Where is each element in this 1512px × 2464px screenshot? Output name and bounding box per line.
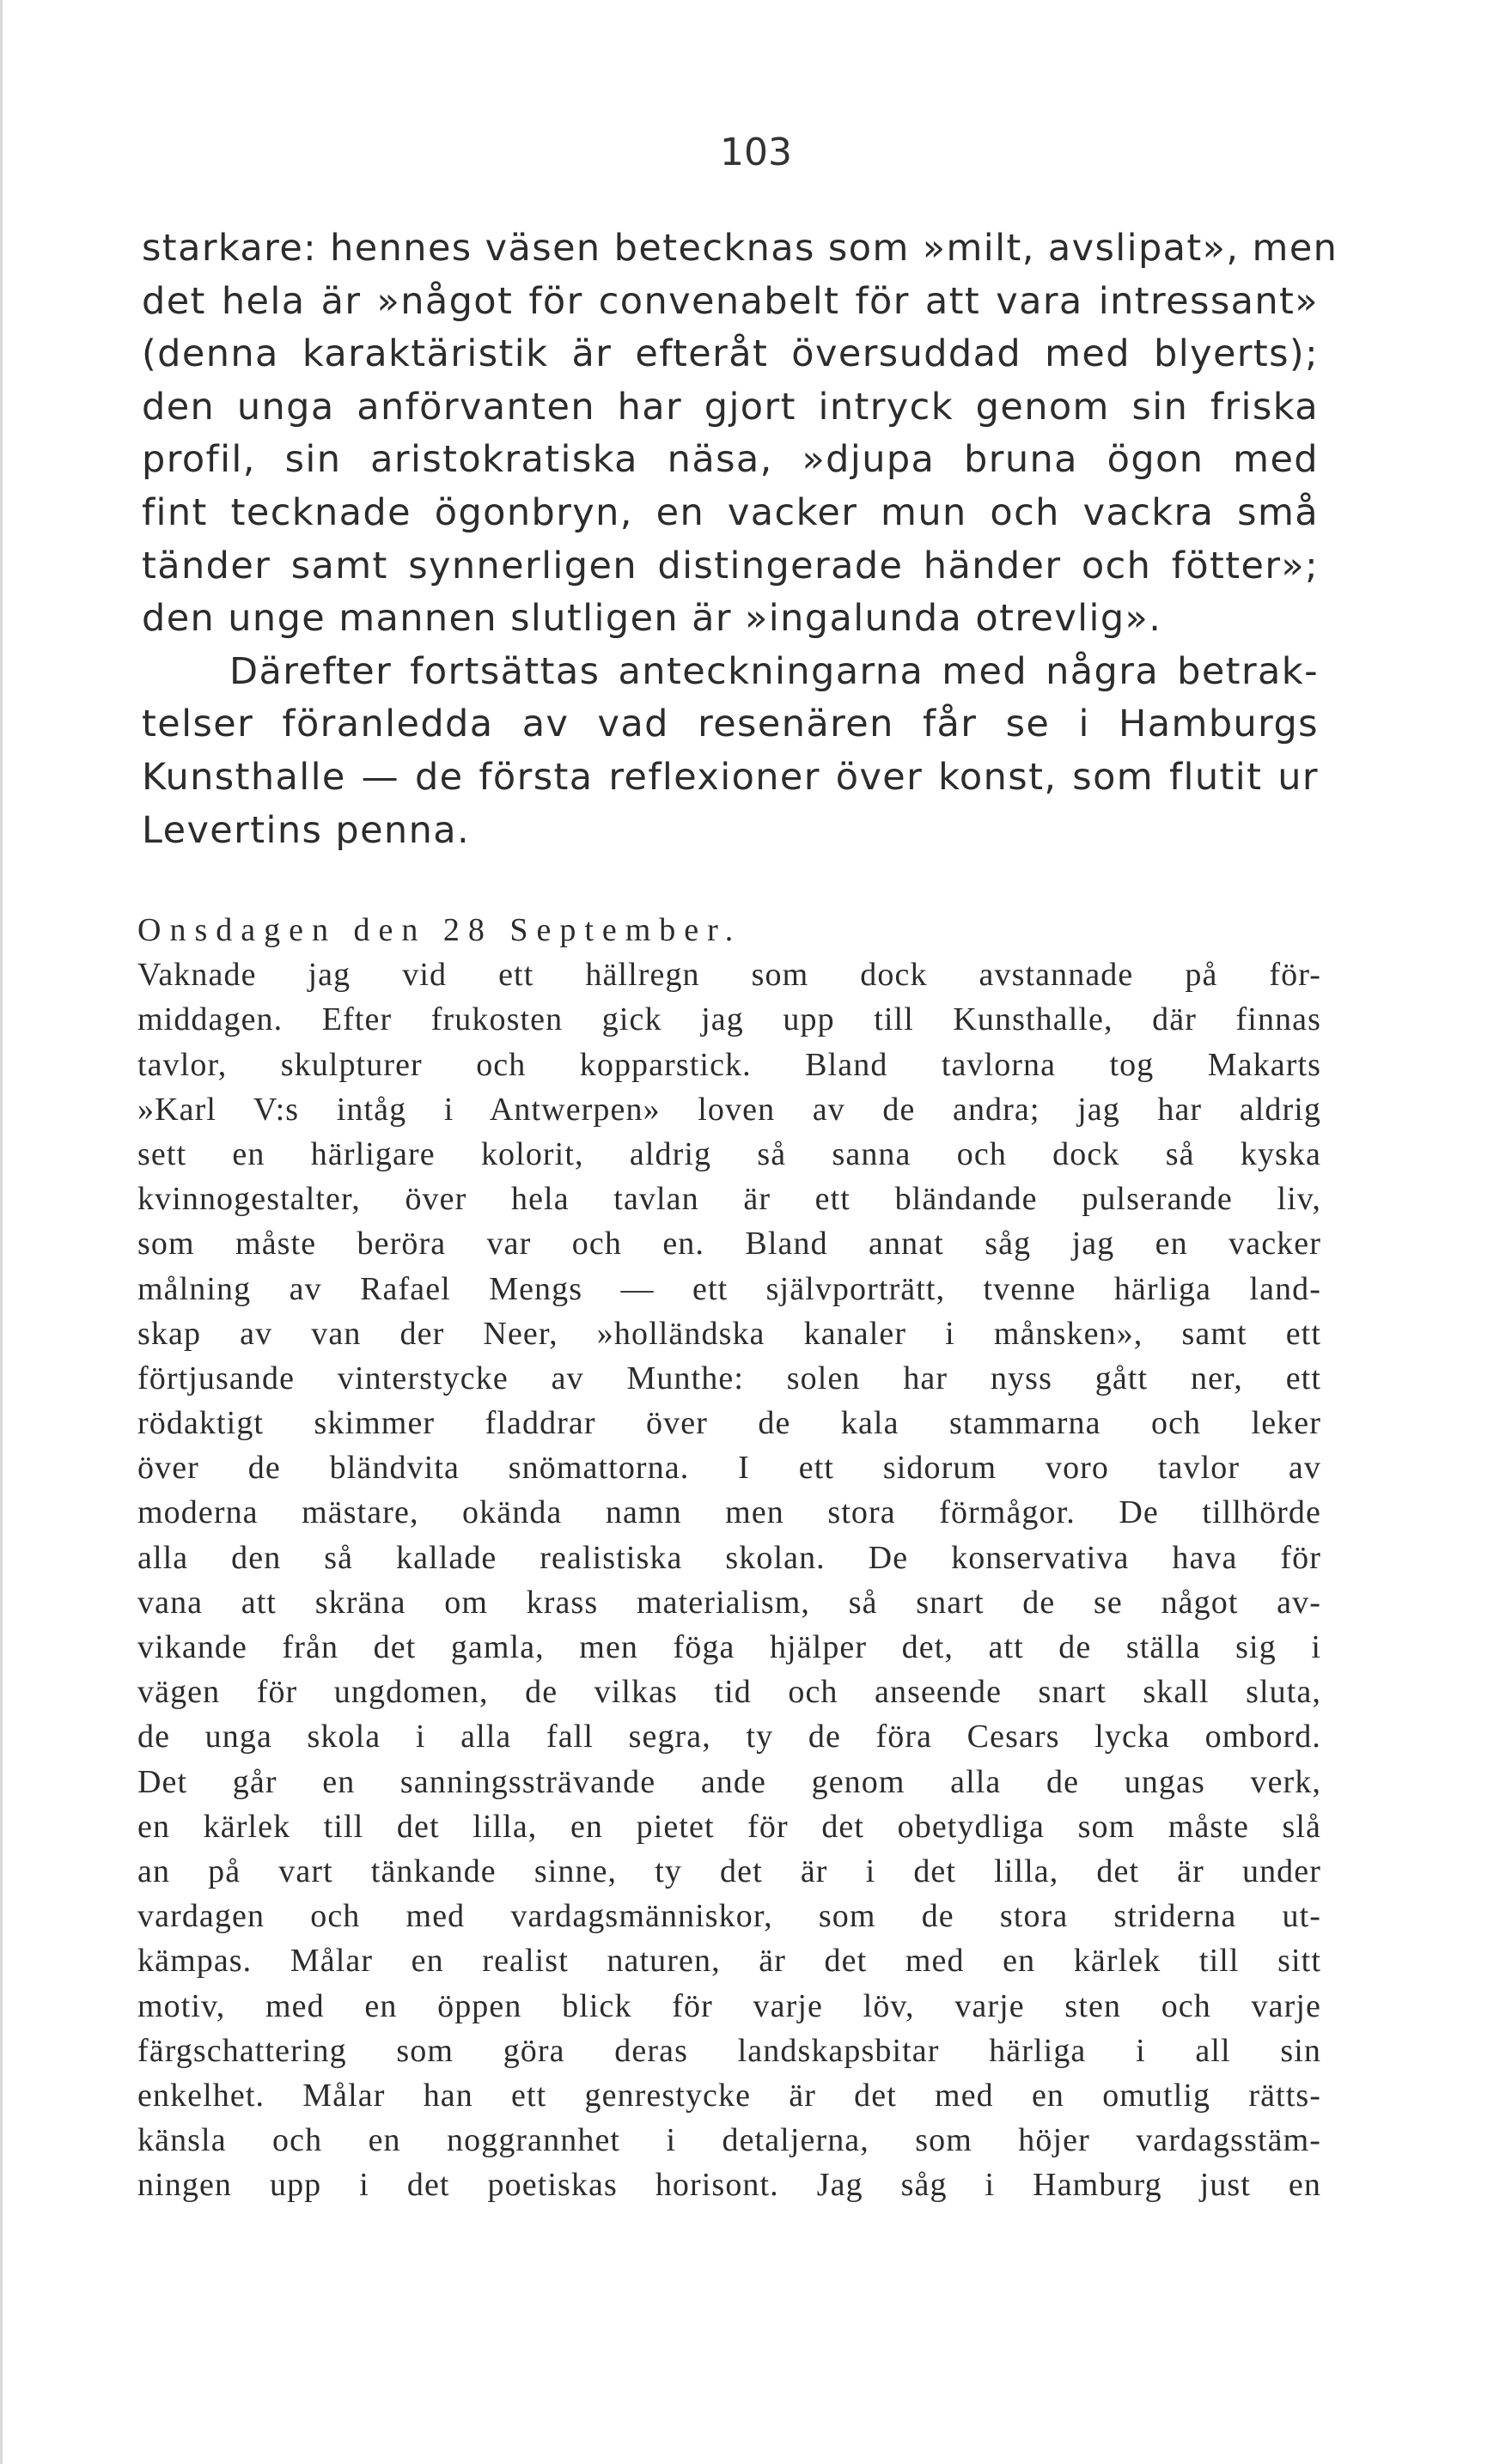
text-line: enkelhet. Målar han ett genrestycke är det med en omutlig rätts- xyxy=(137,2077,1321,2114)
text-line: tavlor, skulpturer och kopparstick. Bland tavlorna tog Makarts xyxy=(137,1046,1321,1083)
text-line: starkare: hennes väsen betecknas som »milt, avslipat», men xyxy=(142,227,1338,270)
text-line: sett en härligare kolorit, aldrig så sanna och dock så kyska xyxy=(137,1135,1321,1172)
text-line: fint tecknade ögonbryn, en vacker mun och vackra små xyxy=(142,490,1319,534)
page-edge xyxy=(0,0,3,2464)
text-line: färgschattering som göra deras landskapsbitar härliga i all sin xyxy=(137,2032,1321,2069)
text-line: Det går en sanningssträvande ande genom alla de ungas verk, xyxy=(137,1763,1321,1800)
text-line: motiv, med en öppen blick för varje löv, varje sten och varje xyxy=(137,1987,1321,2024)
text-line: rödaktigt skimmer fladdrar över de kala stammarna och leker xyxy=(137,1405,1321,1442)
text-line: (denna karaktäristik är efteråt översuddad med blyerts); xyxy=(142,332,1319,376)
text-line: över de bländvita snömattorna. I ett sidorum voro tavlor av xyxy=(137,1450,1321,1487)
text-line: »Karl V:s intåg i Antwerpen» loven av de andra; jag har aldrig xyxy=(137,1091,1321,1128)
text-line: den unga anförvanten har gjort intryck genom sin friska xyxy=(142,385,1319,429)
diary-entry xyxy=(137,908,1321,2207)
text-line: alla den så kallade realistiska skolan. De konservativa hava för xyxy=(137,1539,1321,1576)
text-line: tänder samt synnerligen distingerade händer och fötter»; xyxy=(142,544,1319,587)
text-line: Kunsthalle — de första reflexioner över konst, som flutit ur xyxy=(142,755,1319,799)
text-line: vana att skräna om krass materialism, så snart de se något av- xyxy=(137,1584,1321,1621)
diary-date-heading: Onsdagen den 28 September. xyxy=(137,912,742,948)
text-line: som måste beröra var och en. Bland annat såg jag en vacker xyxy=(137,1226,1321,1262)
intro-text xyxy=(142,222,1338,857)
text-line: ningen upp i det poetiskas horisont. Jag såg i Hamburg just en xyxy=(137,2167,1321,2204)
text-line: profil, sin aristokratiska näsa, »djupa bruna ögon med xyxy=(142,438,1319,482)
text-line: Vaknade jag vid ett hällregn som dock avstannade på för- xyxy=(137,957,1321,994)
text-line: skap av van der Neer, »holländska kanaler i månsken», samt ett xyxy=(137,1315,1321,1352)
text-line: Levertins penna. xyxy=(142,808,471,852)
text-line: förtjusande vinterstycke av Munthe: solen har nyss gått ner, ett xyxy=(137,1360,1321,1396)
text-line: kvinnogestalter, över hela tavlan är ett bländande pulserande liv, xyxy=(137,1181,1321,1218)
text-line: vikande från det gamla, men föga hjälper det, att de ställa sig i xyxy=(137,1629,1321,1665)
text-line: den unge mannen slutligen är »ingalunda otrevlig». xyxy=(142,597,1162,641)
text-line: det hela är »något för convenabelt för att vara intressant» xyxy=(142,279,1319,323)
text-line: an på vart tänkande sinne, ty det är i det lilla, det är under xyxy=(137,1853,1321,1889)
text-line: moderna mästare, okända namn men stora förmågor. De tillhörde xyxy=(137,1494,1321,1531)
text-line: kämpas. Målar en realist naturen, är det med en kärlek till sitt xyxy=(137,1943,1321,1980)
text-line: Därefter fortsättas anteckningarna med några betrak- xyxy=(229,649,1319,693)
text-line: målning av Rafael Mengs — ett självporträtt, tvenne härliga land- xyxy=(137,1270,1321,1307)
text-line: vardagen och med vardagsmänniskor, som de stora striderna ut- xyxy=(137,1898,1321,1935)
text-line: en kärlek till det lilla, en pietet för det obetydliga som måste slå xyxy=(137,1808,1321,1845)
text-line: telser föranledda av vad resenären får se i Hamburgs xyxy=(142,703,1319,746)
text-line: känsla och en noggrannhet i detaljerna, som höjer vardagsstäm- xyxy=(137,2122,1321,2159)
text-line: vägen för ungdomen, de vilkas tid och anseende snart skall sluta, xyxy=(137,1674,1321,1711)
page-number: 103 xyxy=(720,131,792,174)
text-line: middagen. Efter frukosten gick jag upp till Kunsthalle, där finnas xyxy=(137,1001,1321,1038)
text-line: de unga skola i alla fall segra, ty de föra Cesars lycka ombord. xyxy=(137,1719,1321,1755)
